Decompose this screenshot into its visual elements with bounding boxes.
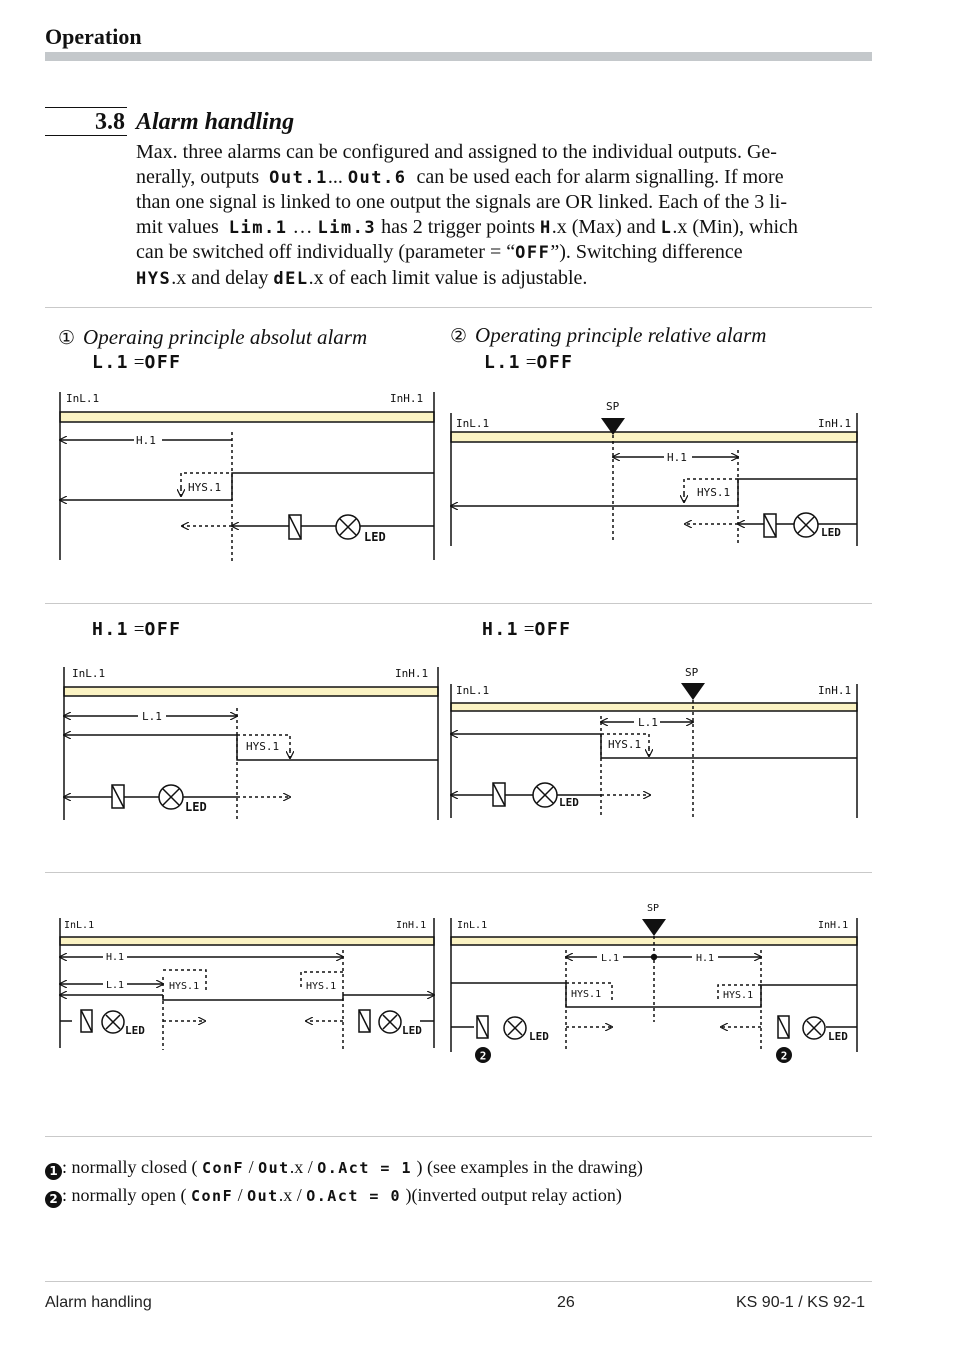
- note-text: ) (see examples in the drawing): [412, 1157, 643, 1177]
- param-conf: ConF: [201, 1159, 245, 1177]
- intro-text: .x (Max) and: [551, 215, 656, 238]
- label-led: LED: [828, 1030, 848, 1043]
- label-hys: HYS.1: [723, 990, 754, 1001]
- param-lim3: Lim.3: [317, 217, 377, 238]
- param-conf: ConF: [190, 1187, 234, 1205]
- param-oact: O.Act = 0: [306, 1187, 402, 1205]
- intro-text: .x (Min), which: [672, 215, 798, 238]
- label-h1: H.1: [667, 451, 687, 464]
- param-out: Out: [247, 1187, 279, 1205]
- caption-number: ①: [58, 327, 76, 349]
- intro-text: can be switched off individually (parameter = “: [136, 241, 516, 264]
- footer-page-number: 26: [557, 1294, 575, 1311]
- label-hys: HYS.1: [608, 738, 642, 751]
- param-h: H: [540, 217, 552, 238]
- label-h1: H.1: [136, 434, 156, 447]
- param-out1: Out.1: [269, 167, 328, 188]
- sp-marker-icon: [642, 919, 666, 936]
- intro-text: than one signal is linked to one output the signals are OR linked. Each of the 3 li-: [136, 191, 787, 214]
- label-led: LED: [402, 1024, 422, 1037]
- sp-marker-icon: [681, 683, 705, 700]
- label-l1: L.1: [638, 716, 658, 729]
- equals: =: [133, 352, 145, 373]
- intro-text: can be used each for alarm signalling. If more: [416, 165, 784, 188]
- label-inh: InH.1: [818, 417, 852, 430]
- label-inh: InH.1: [818, 684, 852, 697]
- label-h1: H.1: [106, 952, 125, 963]
- footer-product: KS 90-1 / KS 92-1: [736, 1294, 865, 1311]
- note-slash: /: [248, 1157, 254, 1177]
- note-text: : normally open (: [62, 1185, 187, 1205]
- label-inl: InL.1: [64, 920, 95, 931]
- label-inh: InH.1: [395, 667, 429, 680]
- param-l1: L.1: [92, 352, 130, 373]
- param-l: L: [660, 217, 673, 238]
- label-inl: InL.1: [457, 920, 488, 931]
- intro-text: .x of each limit value is adjustable.: [308, 266, 588, 289]
- intro-text: Max. three alarms can be configured and assigned to the individual outputs. Ge-: [136, 141, 777, 163]
- label-led: LED: [125, 1024, 145, 1037]
- param-out: Out: [258, 1159, 290, 1177]
- param-lim1: Lim.1: [228, 217, 288, 238]
- label-sp: SP: [685, 666, 699, 679]
- param-del: dEL: [273, 268, 309, 289]
- equals: =: [525, 352, 537, 373]
- diagram-relative-min: [451, 684, 857, 818]
- equals: =: [523, 619, 535, 640]
- label-led: LED: [364, 530, 386, 544]
- label-led: LED: [529, 1030, 549, 1043]
- caption-text: Operating principle relative alarm: [475, 323, 767, 347]
- param-off: OFF: [534, 619, 572, 640]
- label-inl: InL.1: [456, 417, 490, 430]
- label-inh: InH.1: [818, 920, 849, 931]
- caption-number: ②: [450, 325, 468, 347]
- marker-text: 2: [479, 1049, 487, 1063]
- note-text: .x /: [289, 1157, 313, 1177]
- marker-2-icon: 2: [45, 1191, 62, 1208]
- param-h1: H.1: [92, 619, 130, 640]
- diagram-relative-max: [451, 413, 857, 546]
- label-hys: HYS.1: [188, 481, 222, 494]
- section-title: Alarm handling: [136, 109, 295, 135]
- label-l1: L.1: [106, 980, 125, 991]
- note-slash: /: [237, 1185, 243, 1205]
- param-off: OFF: [144, 352, 182, 373]
- label-led: LED: [821, 526, 841, 539]
- param-oact: O.Act = 1: [317, 1159, 412, 1177]
- intro-text: mit values: [136, 215, 219, 238]
- intro-text: ...: [327, 165, 343, 188]
- param-out6: Out.6: [347, 167, 407, 188]
- intro-text: has 2 trigger points: [381, 215, 536, 238]
- diagram-relative-band: [451, 918, 857, 1052]
- note-normally-closed: [45, 1157, 643, 1180]
- label-h1: H.1: [696, 953, 715, 964]
- section-number: 3.8: [95, 109, 125, 135]
- note-text: : normally closed (: [62, 1157, 198, 1177]
- param-off: OFF: [536, 352, 574, 373]
- page-header-title: Operation: [45, 24, 142, 49]
- caption-text: Operaing principle absolut alarm: [83, 325, 368, 349]
- marker-text: 2: [780, 1049, 788, 1063]
- label-hys: HYS.1: [571, 989, 602, 1000]
- intro-text: ”). Switching difference: [550, 241, 743, 264]
- label-hys: HYS.1: [697, 486, 731, 499]
- param-h1: H.1: [482, 619, 520, 640]
- intro-text: nerally, outputs: [136, 165, 260, 188]
- intro-text: .x and delay: [171, 266, 269, 289]
- intro-text: …: [292, 215, 313, 238]
- label-inl: InL.1: [456, 684, 490, 697]
- label-l1: L.1: [601, 953, 620, 964]
- param-off: OFF: [515, 243, 551, 264]
- label-sp: SP: [647, 903, 660, 914]
- param-l1: L.1: [484, 352, 522, 373]
- note-text: .x /: [278, 1185, 302, 1205]
- equals: =: [133, 619, 145, 640]
- label-inh: InH.1: [396, 920, 427, 931]
- label-led: LED: [559, 796, 579, 809]
- marker-1-icon: 1: [45, 1163, 62, 1180]
- note-normally-open: [45, 1185, 622, 1208]
- label-inh: InH.1: [390, 392, 424, 405]
- note-text: )(inverted output relay action): [401, 1185, 622, 1205]
- label-hys: HYS.1: [306, 981, 337, 992]
- label-inl: InL.1: [72, 667, 106, 680]
- param-hys: HYS: [136, 268, 172, 289]
- label-hys: HYS.1: [169, 981, 200, 992]
- footer-section: Alarm handling: [45, 1294, 152, 1311]
- label-l1: L.1: [142, 710, 162, 723]
- label-inl: InL.1: [66, 392, 100, 405]
- param-off: OFF: [144, 619, 182, 640]
- label-sp: SP: [606, 400, 620, 413]
- label-led: LED: [185, 800, 207, 814]
- footer-rule: [45, 1281, 872, 1282]
- label-hys: HYS.1: [246, 740, 280, 753]
